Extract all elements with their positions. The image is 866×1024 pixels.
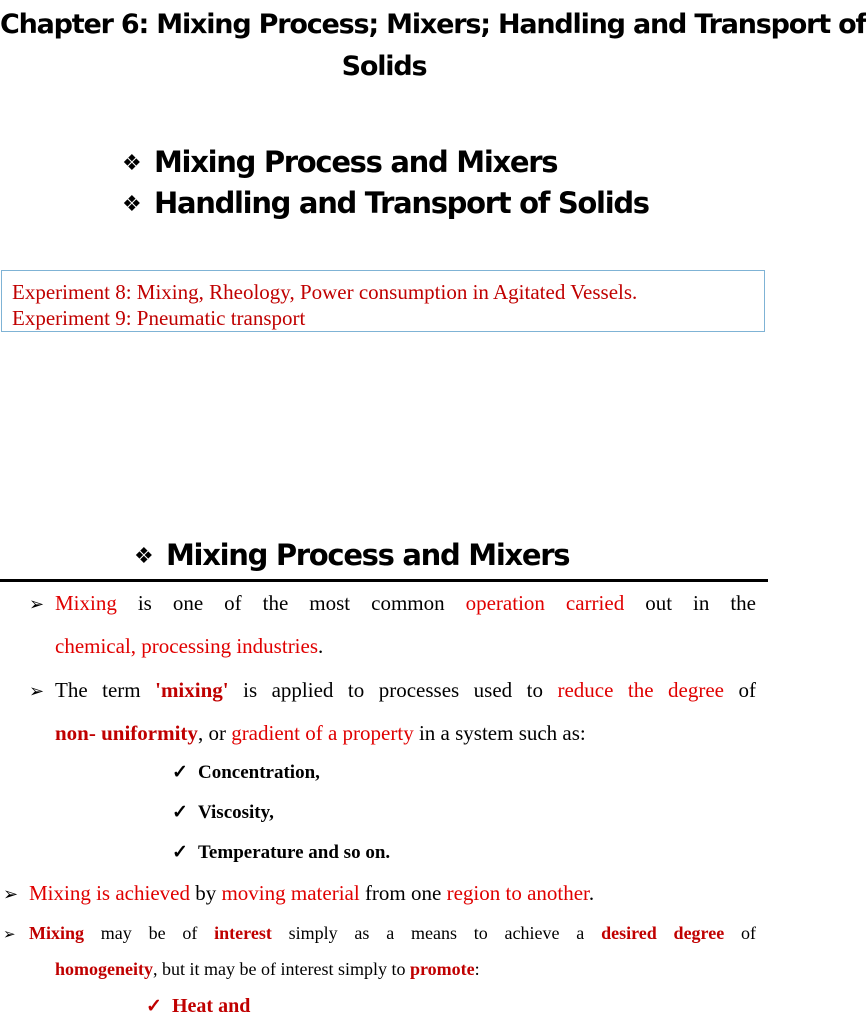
check-item-temperature [172, 840, 390, 866]
text-run: non- uniformity [55, 721, 198, 745]
text-run: Mixing is achieved [29, 881, 190, 905]
check-label: Concentration, [198, 762, 320, 783]
topic-label: Mixing Process and Mixers [154, 145, 558, 179]
page-title [0, 4, 866, 88]
check-label: Heat and [172, 995, 251, 1017]
text-run: . [588, 881, 595, 905]
title-line-1: Chapter 6: Mixing Process; Mixers; Handling and Transport of [0, 9, 866, 40]
text-run: gradient of a property [231, 721, 414, 745]
text-run: by [189, 881, 222, 905]
text-run: may be of [84, 923, 215, 943]
check-icon: ✓ [146, 996, 162, 1017]
diamond-bullet-icon: ❖ [122, 192, 141, 217]
bullet-mixing-achieved [3, 879, 594, 908]
text-run: Mixing [29, 923, 85, 943]
text-run: 'mixing' [155, 678, 229, 702]
bullet-mixing-interest [3, 921, 756, 947]
diamond-bullet-icon: ❖ [122, 151, 141, 176]
section-heading-label: Mixing Process and Mixers [166, 538, 570, 572]
text-run: from one [359, 881, 447, 905]
arrow-bullet-icon: ➢ [29, 681, 45, 701]
text-run: moving material [221, 881, 360, 905]
bullet-mixing-interest-cont [55, 957, 480, 981]
text-run: homogeneity [55, 959, 153, 979]
check-item-viscosity [172, 800, 274, 826]
bullet-term-mixing-cont [55, 719, 586, 747]
topic-label: Handling and Transport of Solids [154, 186, 649, 220]
arrow-bullet-icon: ➢ [3, 884, 19, 904]
topic-item-handling [122, 183, 649, 225]
text-run: region to another [446, 881, 589, 905]
text-run: is one of the most common [116, 591, 466, 615]
check-icon: ✓ [172, 762, 188, 783]
text-run: : [474, 959, 480, 979]
check-item-heat [146, 993, 250, 1020]
text-run: is applied to processes used to [228, 678, 558, 702]
experiment-8: Experiment 8: Mixing, Rheology, Power consumption in Agitated Vessels. [12, 280, 638, 304]
text-run: interest [214, 923, 272, 943]
text-run: operation carried [465, 591, 625, 615]
title-line-2: Solids [341, 51, 427, 82]
experiments-box [1, 270, 765, 332]
arrow-bullet-icon: ➢ [29, 594, 45, 614]
check-icon: ✓ [172, 842, 188, 863]
arrow-bullet-icon: ➢ [3, 927, 16, 943]
text-run: chemical, processing industries [55, 634, 319, 658]
diamond-bullet-icon: ❖ [134, 544, 153, 569]
section-divider [0, 579, 768, 582]
text-run: of [724, 923, 756, 943]
section-heading [134, 535, 569, 577]
text-run: . [318, 634, 324, 658]
text-run: promote [409, 959, 475, 979]
check-label: Viscosity, [198, 802, 274, 823]
bullet-mixing-common [29, 589, 756, 618]
text-run: of [724, 678, 756, 702]
bullet-term-mixing [29, 676, 756, 705]
text-run: in a system such as: [413, 721, 586, 745]
check-label: Temperature and so on. [198, 842, 391, 863]
text-run: Mixing [55, 591, 117, 615]
topic-item-mixing [122, 142, 557, 184]
text-run: , but it may be of interest simply to [153, 959, 410, 979]
bullet-mixing-common-cont [55, 632, 323, 660]
check-icon: ✓ [172, 802, 188, 823]
text-run: , or [197, 721, 232, 745]
text-run: simply as a means to achieve a [271, 923, 602, 943]
text-run: desired degree [601, 923, 725, 943]
text-run: out in the [624, 591, 757, 615]
experiment-9: Experiment 9: Pneumatic transport [12, 306, 306, 330]
check-item-concentration [172, 760, 320, 786]
text-run: reduce the degree [557, 678, 725, 702]
text-run: The term [55, 678, 156, 702]
